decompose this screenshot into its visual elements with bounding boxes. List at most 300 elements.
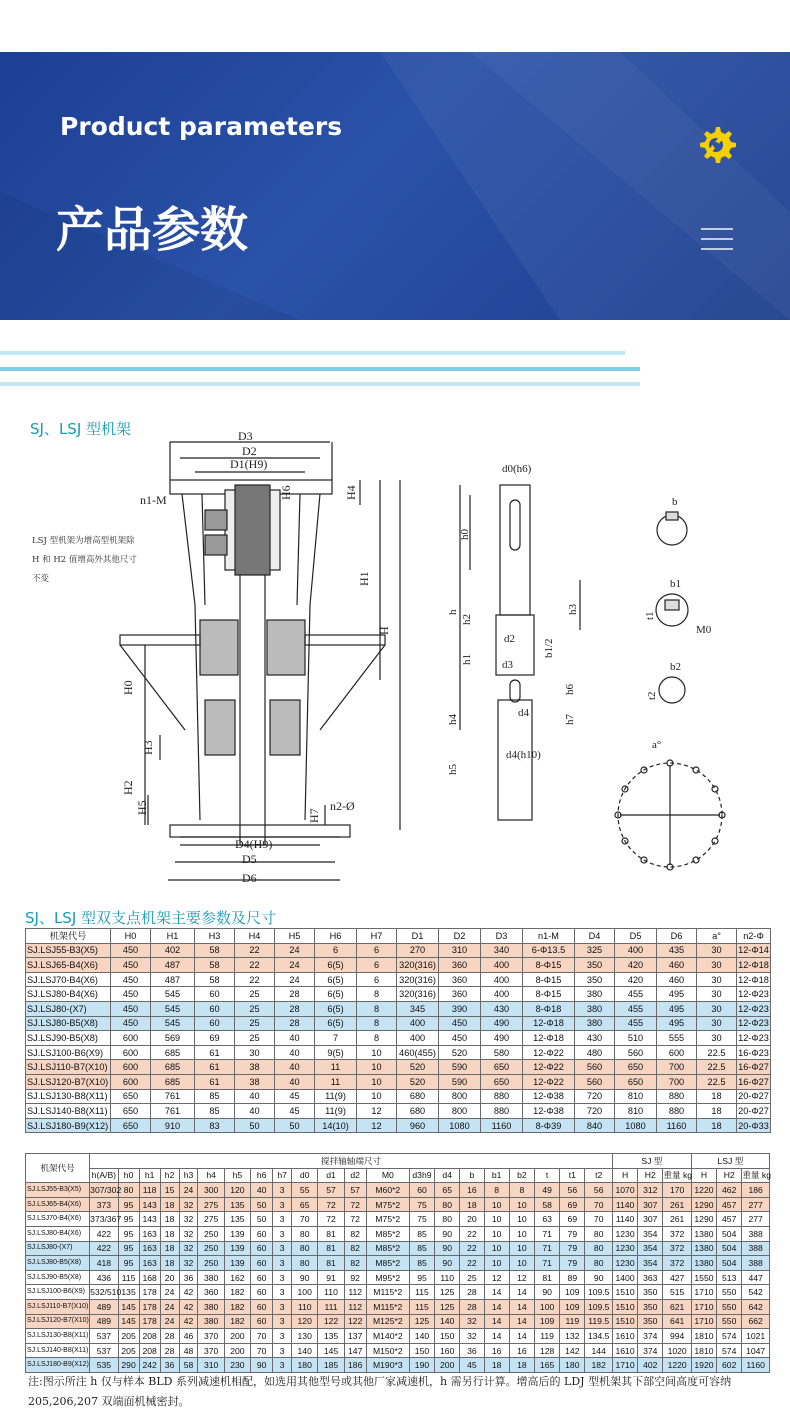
- table-header-cell: b: [460, 1168, 484, 1183]
- table-cell: 650: [481, 1060, 523, 1075]
- table-header-cell: H: [691, 1168, 716, 1183]
- table-cell: 118: [139, 1183, 160, 1198]
- table-cell: 550: [717, 1299, 742, 1314]
- table-cell: 1380: [691, 1241, 716, 1256]
- table-cell: 82: [344, 1226, 366, 1241]
- table-cell: 22: [235, 958, 275, 973]
- table-cell: 420: [615, 972, 657, 987]
- table-header-cell: h2: [160, 1168, 179, 1183]
- table-cell: 95: [118, 1241, 139, 1256]
- table-cell: 650: [111, 1104, 151, 1119]
- table-cell: 24: [275, 943, 315, 958]
- table-cell: 550: [717, 1285, 742, 1300]
- table-cell: 30: [697, 987, 737, 1002]
- table-cell: 1230: [612, 1256, 637, 1271]
- table-cell: 11: [315, 1074, 357, 1089]
- table-header-cell: t1: [560, 1168, 585, 1183]
- dim-a: a°: [652, 739, 662, 751]
- table-cell: 69: [195, 1031, 235, 1046]
- table-cell: 720: [575, 1104, 615, 1119]
- table-cell: 200: [224, 1343, 250, 1358]
- table-cell: 400: [397, 1016, 439, 1031]
- table-cell: 495: [657, 1001, 697, 1016]
- table-header-cell: h0: [118, 1168, 139, 1183]
- table-row: [26, 1314, 770, 1329]
- table-cell: 24: [160, 1285, 179, 1300]
- table-row: [26, 1212, 770, 1227]
- table-cell: 90: [435, 1241, 460, 1256]
- table-cell: 144: [585, 1343, 613, 1358]
- table-cell: 135: [118, 1285, 139, 1300]
- table-cell: 18: [697, 1089, 737, 1104]
- gear-wrench-icon: [694, 122, 738, 166]
- table-cell: 28: [460, 1285, 484, 1300]
- table-cell: 71: [534, 1241, 559, 1256]
- table-cell: 1160: [742, 1358, 770, 1373]
- table-cell: 30: [697, 1031, 737, 1046]
- table-cell: 24: [179, 1183, 198, 1198]
- table-cell: 180: [292, 1358, 318, 1373]
- table-cell: 56: [585, 1183, 613, 1198]
- table-cell: 12-Φ18: [737, 958, 771, 973]
- table-cell: 32: [460, 1314, 484, 1329]
- table-cell: 489: [90, 1299, 118, 1314]
- table-cell: 3: [273, 1183, 292, 1198]
- table-header-cell: D3: [481, 929, 523, 944]
- header-title-cn: 产品参数: [56, 202, 249, 258]
- table-cell: 388: [742, 1241, 770, 1256]
- table-header-cell: 重量 kg: [663, 1168, 691, 1183]
- dim-b1: b1: [670, 578, 681, 590]
- table-cell: 128: [534, 1343, 559, 1358]
- table-cell: 427: [663, 1270, 691, 1285]
- table-cell: 25: [460, 1270, 484, 1285]
- table-cell: 24: [160, 1314, 179, 1329]
- dim-d3: d3: [502, 659, 513, 671]
- table-row: [26, 1197, 770, 1212]
- table-cell: 69: [560, 1212, 585, 1227]
- table-cell: 20: [460, 1212, 484, 1227]
- table-cell: 10: [509, 1212, 534, 1227]
- table-cell: 100: [292, 1285, 318, 1300]
- table-cell: 374: [638, 1329, 663, 1344]
- table-cell: 61: [195, 1074, 235, 1089]
- table-cell: 590: [439, 1060, 481, 1075]
- table-cell: 75: [409, 1197, 434, 1212]
- table-header-cell: h6: [251, 1168, 273, 1183]
- table-cell: 61: [195, 1045, 235, 1060]
- table-header-cell: h5: [224, 1168, 250, 1183]
- table-cell: 38: [235, 1060, 275, 1075]
- table-cell: 145: [118, 1314, 139, 1329]
- table-cell: 140: [292, 1343, 318, 1358]
- table-cell: 143: [139, 1197, 160, 1212]
- table-cell: 430: [481, 1001, 523, 1016]
- table-cell: 120: [224, 1183, 250, 1198]
- table-cell: 25: [235, 987, 275, 1002]
- table-cell: 80: [292, 1241, 318, 1256]
- table-cell: 450: [111, 1016, 151, 1031]
- page-header: [0, 52, 790, 320]
- table-cell: 40: [251, 1183, 273, 1198]
- table-cell: 10: [357, 1060, 397, 1075]
- table-cell: 761: [151, 1089, 195, 1104]
- table-header-cell: H1: [151, 929, 195, 944]
- table-cell: 40: [235, 1104, 275, 1119]
- table-cell: 310: [439, 943, 481, 958]
- table-cell: 90: [534, 1285, 559, 1300]
- table-cell: 6(5): [315, 1016, 357, 1031]
- table-cell: 60: [195, 1001, 235, 1016]
- table-cell: 70: [585, 1197, 613, 1212]
- table-header-row: [26, 1168, 770, 1183]
- table-cell: 110: [435, 1270, 460, 1285]
- table-cell: SJ.LSJ65-B4(X6): [26, 1197, 90, 1212]
- table-cell: 10: [357, 1074, 397, 1089]
- table-cell: 95: [118, 1226, 139, 1241]
- table-header-cell: d1: [318, 1168, 344, 1183]
- table-cell: M140*2: [366, 1329, 409, 1344]
- table-header-cell: n1-M: [523, 929, 575, 944]
- table-cell: 8: [484, 1183, 509, 1198]
- table-cell: 18: [160, 1226, 179, 1241]
- table-cell: 18: [160, 1212, 179, 1227]
- table-cell: 18: [697, 1118, 737, 1133]
- table-cell: 18: [484, 1358, 509, 1373]
- table-cell: 110: [292, 1299, 318, 1314]
- table-header-cell: H7: [357, 929, 397, 944]
- table-header-cell: d3h9: [409, 1168, 434, 1183]
- table-cell: 354: [638, 1241, 663, 1256]
- table-cell: 72: [318, 1197, 344, 1212]
- table-cell: 345: [397, 1001, 439, 1016]
- table-cell: 143: [139, 1212, 160, 1227]
- table-cell: 354: [638, 1256, 663, 1271]
- table-cell: 22: [460, 1256, 484, 1271]
- table-row: [26, 1299, 770, 1314]
- table-cell: 50: [275, 1118, 315, 1133]
- table-cell: 22: [460, 1241, 484, 1256]
- table-row: [26, 1060, 771, 1075]
- table-cell: 450: [111, 958, 151, 973]
- table-cell: 560: [615, 1045, 657, 1060]
- table-cell: 6(5): [315, 958, 357, 973]
- table-row: [26, 972, 771, 987]
- table-header-cell: D6: [657, 929, 697, 944]
- dim-D5: D5: [242, 852, 257, 866]
- table-cell: 380: [575, 1016, 615, 1031]
- table-cell: 650: [481, 1074, 523, 1089]
- table-cell: 1140: [612, 1197, 637, 1212]
- table-header-cell: D2: [439, 929, 481, 944]
- table-cell: 20: [160, 1270, 179, 1285]
- table-cell: 430: [575, 1031, 615, 1046]
- table-header-cell: H3: [195, 929, 235, 944]
- table-cell: 230: [224, 1358, 250, 1373]
- table-cell: 85: [409, 1226, 434, 1241]
- table-cell: 6(5): [315, 987, 357, 1002]
- table-cell: 22: [460, 1226, 484, 1241]
- table-cell: 490: [481, 1016, 523, 1031]
- table-cell: 1160: [657, 1118, 697, 1133]
- table-cell: 125: [435, 1299, 460, 1314]
- table-cell: 140: [435, 1314, 460, 1329]
- table-cell: M60*2: [366, 1183, 409, 1198]
- table-cell: 720: [575, 1089, 615, 1104]
- table-cell: 685: [151, 1060, 195, 1075]
- table-cell: 45: [460, 1358, 484, 1373]
- table-cell: 880: [657, 1089, 697, 1104]
- table-cell: 1510: [612, 1299, 637, 1314]
- table-cell: M115*2: [366, 1285, 409, 1300]
- table-cell: 495: [657, 1016, 697, 1031]
- table-cell: 400: [481, 972, 523, 987]
- table-header-cell: D1: [397, 929, 439, 944]
- table-cell: 125: [435, 1285, 460, 1300]
- table-cell: 10: [357, 1045, 397, 1060]
- table-cell: 12-Φ23: [737, 1031, 771, 1046]
- table-cell: 81: [318, 1226, 344, 1241]
- table-cell: 180: [560, 1358, 585, 1373]
- hamburger-menu-icon[interactable]: [701, 227, 733, 251]
- table-cell: 178: [139, 1314, 160, 1329]
- table-cell: 24: [275, 972, 315, 987]
- table-cell: 590: [439, 1074, 481, 1089]
- table-header-cell: 重量 kg: [742, 1168, 770, 1183]
- table-cell: 16-Φ27: [737, 1060, 771, 1075]
- table-cell: 1230: [612, 1241, 637, 1256]
- table-cell: 79: [560, 1226, 585, 1241]
- table-cell: 373: [90, 1197, 118, 1212]
- table-cell: 1550: [691, 1270, 716, 1285]
- table-cell: 8-Φ15: [523, 987, 575, 1002]
- table-cell: 12-Φ38: [523, 1104, 575, 1119]
- table-cell: 3: [273, 1343, 292, 1358]
- table-cell: 3: [273, 1197, 292, 1212]
- table-cell: 880: [481, 1089, 523, 1104]
- table-cell: 112: [344, 1299, 366, 1314]
- table-cell: SJ.LSJ80-(X7): [26, 1001, 111, 1016]
- table-cell: 8-Φ18: [523, 1001, 575, 1016]
- table-cell: 32: [179, 1241, 198, 1256]
- table-cell: 69: [560, 1197, 585, 1212]
- table-cell: 100: [534, 1299, 559, 1314]
- table-cell: 60: [195, 987, 235, 1002]
- table-cell: 1610: [612, 1343, 637, 1358]
- table-cell: 109.5: [585, 1299, 613, 1314]
- header-title-en: Product parameters: [60, 112, 343, 141]
- table-cell: 1160: [481, 1118, 523, 1133]
- table-cell: 80: [435, 1197, 460, 1212]
- table-cell: 92: [344, 1270, 366, 1285]
- table-cell: 1380: [691, 1256, 716, 1271]
- table-cell: 1290: [691, 1212, 716, 1227]
- table-cell: 30: [697, 958, 737, 973]
- table-header-cell: H2: [638, 1168, 663, 1183]
- table-cell: 840: [575, 1118, 615, 1133]
- table-header-cell: H6: [315, 929, 357, 944]
- dim-h7: h7: [564, 714, 576, 725]
- table-cell: 40: [275, 1060, 315, 1075]
- table-header-cell: H2: [717, 1168, 742, 1183]
- table-cell: 402: [638, 1358, 663, 1373]
- table-cell: 18: [460, 1197, 484, 1212]
- table-cell: 12-Φ23: [737, 1001, 771, 1016]
- table-cell: 71: [534, 1226, 559, 1241]
- dim-D3: D3: [238, 429, 253, 443]
- table-cell: 1047: [742, 1343, 770, 1358]
- table-cell: 150: [409, 1343, 434, 1358]
- table-cell: 537: [90, 1343, 118, 1358]
- table-cell: 115: [409, 1285, 434, 1300]
- table-cell: 72: [344, 1212, 366, 1227]
- table-cell: 10: [484, 1256, 509, 1271]
- table-cell: 168: [139, 1270, 160, 1285]
- table-header-cell: t: [534, 1168, 559, 1183]
- table-group-header: SJ 型: [612, 1154, 691, 1169]
- table-cell: 12-Φ22: [523, 1074, 575, 1089]
- table-cell: 360: [198, 1285, 224, 1300]
- table-cell: SJ.LSJ130-B8(X11): [26, 1329, 90, 1344]
- table-cell: 14: [509, 1285, 534, 1300]
- table-cell: 380: [198, 1314, 224, 1329]
- table-cell: 145: [118, 1299, 139, 1314]
- table-cell: 372: [663, 1241, 691, 1256]
- table-cell: 42: [179, 1314, 198, 1329]
- table-cell: 10: [509, 1226, 534, 1241]
- table-header-cell: d4: [435, 1168, 460, 1183]
- table-cell: 14(10): [315, 1118, 357, 1133]
- table-cell: 390: [439, 1001, 481, 1016]
- table-cell: 380: [575, 1001, 615, 1016]
- table-cell: 90: [435, 1256, 460, 1271]
- table-cell: 14: [484, 1299, 509, 1314]
- table-cell: 178: [139, 1299, 160, 1314]
- table-cell: 80: [435, 1212, 460, 1227]
- table-cell: 1510: [612, 1285, 637, 1300]
- table-cell: 12-Φ22: [523, 1060, 575, 1075]
- table-cell: 10: [509, 1256, 534, 1271]
- table-cell: 457: [717, 1212, 742, 1227]
- table-cell: 28: [460, 1299, 484, 1314]
- table-cell: 1810: [691, 1343, 716, 1358]
- table-cell: 182: [585, 1358, 613, 1373]
- table-cell: 50: [235, 1118, 275, 1133]
- dim-d4: d4: [518, 707, 529, 719]
- table-row: [26, 1089, 771, 1104]
- table-cell: 450: [111, 972, 151, 987]
- table-cell: 14: [509, 1329, 534, 1344]
- table-cell: 55: [292, 1183, 318, 1198]
- table-header-cell: D4: [575, 929, 615, 944]
- table-cell: 1400: [612, 1270, 637, 1285]
- table-cell: 307/302: [90, 1183, 118, 1198]
- table-cell: 12-Φ38: [523, 1089, 575, 1104]
- table-header-cell: t2: [585, 1168, 613, 1183]
- technical-drawing: [20, 430, 770, 900]
- table-row: [26, 1016, 771, 1031]
- table-cell: 145: [318, 1343, 344, 1358]
- table-cell: M85*2: [366, 1241, 409, 1256]
- table-header-cell: 机架代号: [26, 1154, 90, 1183]
- table-cell: 8: [357, 987, 397, 1002]
- table-cell: 95: [409, 1270, 434, 1285]
- table-cell: 50: [251, 1197, 273, 1212]
- table-cell: 91: [318, 1270, 344, 1285]
- header-background-pattern: [0, 52, 790, 320]
- dim-H2: H2: [121, 780, 135, 795]
- table-cell: 1220: [691, 1183, 716, 1198]
- table-cell: 162: [224, 1270, 250, 1285]
- table-cell: 6: [357, 958, 397, 973]
- table-cell: 569: [151, 1031, 195, 1046]
- table-cell: 641: [663, 1314, 691, 1329]
- table-cell: 22.5: [697, 1074, 737, 1089]
- table-cell: 22: [235, 943, 275, 958]
- table-cell: 520: [397, 1074, 439, 1089]
- table-cell: 80: [292, 1256, 318, 1271]
- table-cell: 388: [742, 1226, 770, 1241]
- table-cell: 182: [224, 1299, 250, 1314]
- section-title-frame: SJ、LSJ 型机架: [30, 420, 132, 438]
- table-cell: 14: [484, 1314, 509, 1329]
- table-cell: 513: [717, 1270, 742, 1285]
- table-cell: 1021: [742, 1329, 770, 1344]
- table-row: [26, 1270, 770, 1285]
- table-cell: 95: [118, 1212, 139, 1227]
- table-cell: 380: [575, 987, 615, 1002]
- table-cell: 11: [315, 1060, 357, 1075]
- table-cell: 12: [357, 1118, 397, 1133]
- table-cell: 58: [195, 972, 235, 987]
- table-cell: 45: [275, 1089, 315, 1104]
- table-cell: 450: [439, 1016, 481, 1031]
- table-cell: 650: [615, 1074, 657, 1089]
- table-cell: 650: [111, 1089, 151, 1104]
- table-cell: 182: [224, 1314, 250, 1329]
- table-header-row: [26, 1154, 770, 1169]
- table-cell: 350: [638, 1299, 663, 1314]
- table-cell: M190*3: [366, 1358, 409, 1373]
- table-cell: 12-Φ18: [523, 1031, 575, 1046]
- table-cell: 489: [90, 1314, 118, 1329]
- table-cell: 373/367: [90, 1212, 118, 1227]
- table-cell: 380: [198, 1270, 224, 1285]
- table-cell: 504: [717, 1241, 742, 1256]
- table-cell: 300: [198, 1183, 224, 1198]
- table-cell: 250: [198, 1241, 224, 1256]
- table-cell: 550: [717, 1314, 742, 1329]
- table-cell: 520: [439, 1045, 481, 1060]
- table-cell: 307: [638, 1212, 663, 1227]
- table-cell: 400: [481, 987, 523, 1002]
- table-cell: 1810: [691, 1329, 716, 1344]
- table-cell: 12: [357, 1104, 397, 1119]
- table-cell: 560: [575, 1074, 615, 1089]
- table-cell: 7: [315, 1031, 357, 1046]
- table-cell: SJ.LSJ140-B8(X11): [26, 1343, 90, 1358]
- dim-H7: H7: [307, 808, 321, 823]
- table-cell: 70: [585, 1212, 613, 1227]
- dim-b2: b2: [670, 661, 681, 673]
- table-cell: 14: [484, 1285, 509, 1300]
- table-cell: 65: [435, 1183, 460, 1198]
- table-cell: 40: [235, 1089, 275, 1104]
- table-header-cell: D5: [615, 929, 657, 944]
- table-cell: SJ.LSJ130-B8(X11): [26, 1089, 111, 1104]
- table-row: [26, 1241, 770, 1256]
- table-cell: 208: [139, 1329, 160, 1344]
